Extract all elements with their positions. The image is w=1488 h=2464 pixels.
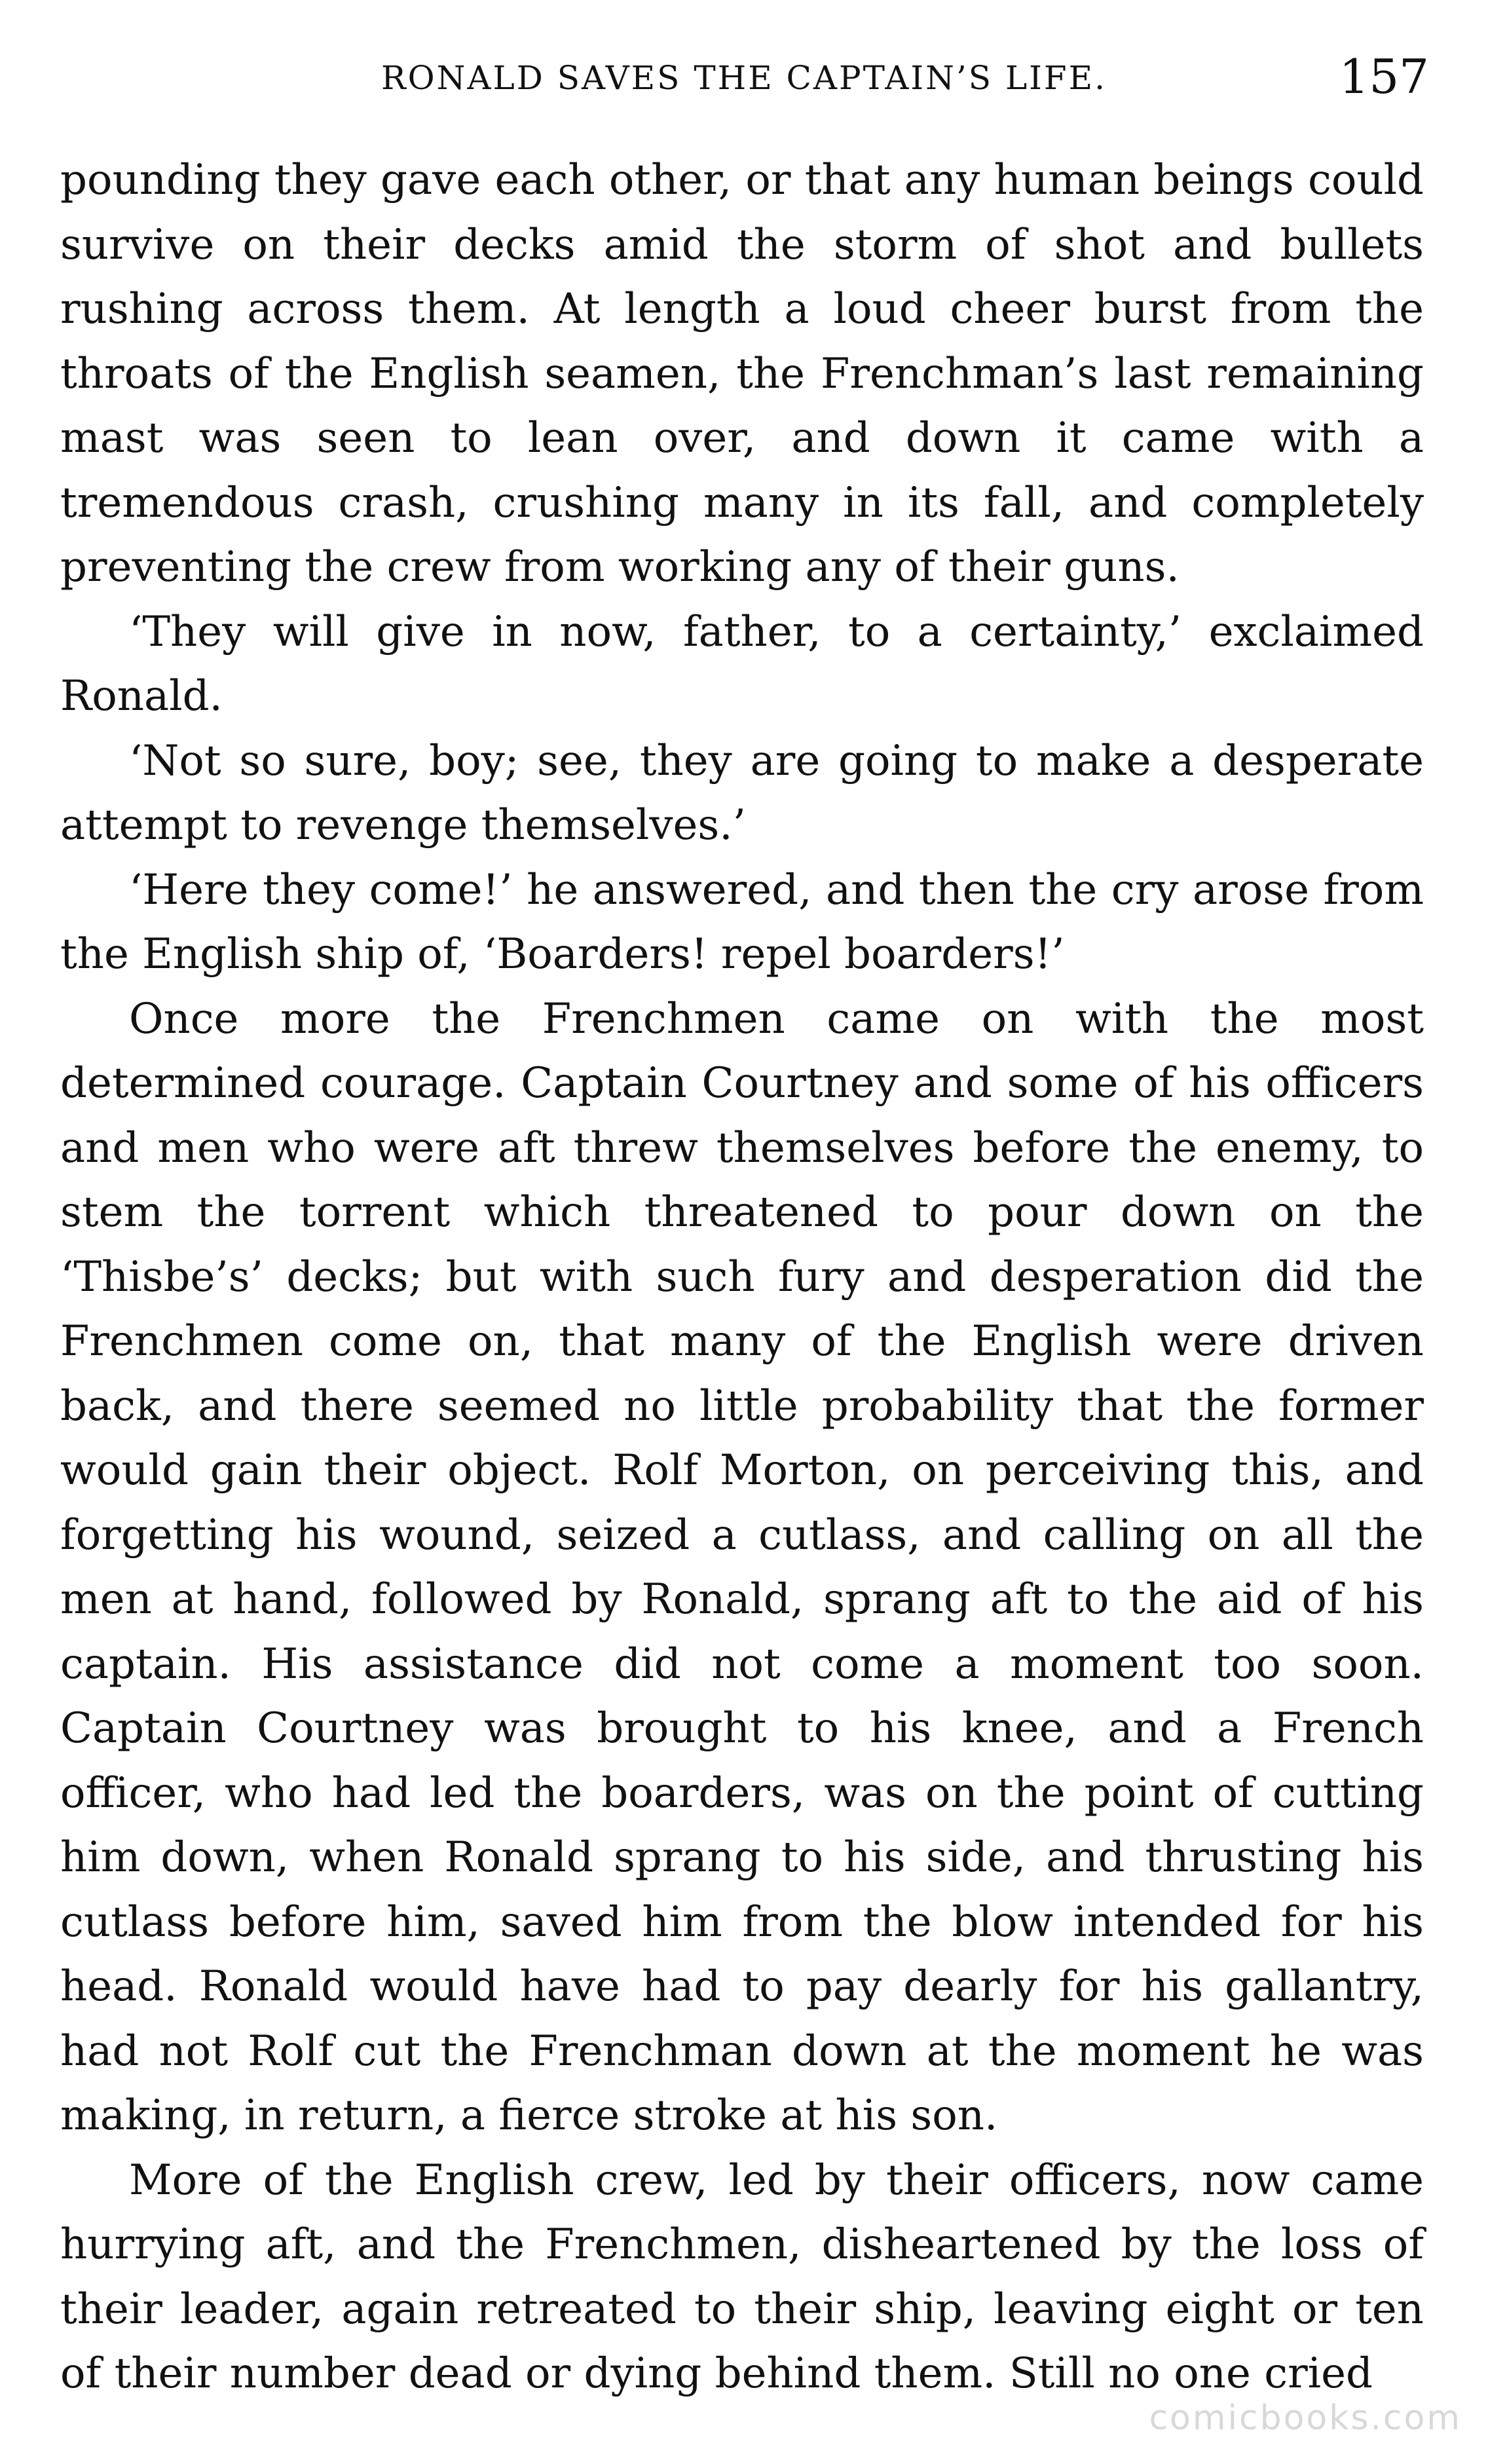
- paragraph: Once more the Frenchmen came on with the most determined courage. Captain Courtney and some of his officers and men who were aft threw themselves before the enemy, to stem the torrent which threatened to pour down on the ‘Thisbe’s’ decks; but with such fury and desperation did the Frenchmen come on, that many of the English were driven back, and there seemed no little probability that the former would gain their object. Rolf Morton, on perceiving this, and forgetting his wound, seized a cutlass, and calling on all the men at hand, followed by Ronald, sprang aft to the aid of his captain. His assistance did not come a moment too soon. Captain Courtney was brought to his knee, and a French officer, who had led the boarders, was on the point of cutting him down, when Ronald sprang to his side, and thrusting his cutlass before him, saved him from the blow intended for his head. Ronald would have had to pay dearly for his gallantry, had not Rolf cut the Frenchman down at the moment he was making, in return, a fierce stroke at his son.: [60, 994, 1424, 2140]
- paragraph: ‘Here they come!’ he answered, and then the cry arose from the English ship of, ‘Boarders! repel boarders!’: [60, 865, 1424, 979]
- paragraph: pounding they gave each other, or that any human beings could survive on their decks amid the storm of shot and bullets rushing across them. At length a loud cheer burst from the throats of the English seamen, the Frenchman’s last remaining mast was seen to lean over, and down it came with a tremendous crash, crushing many in its fall, and completely preventing the crew from working any of their guns.: [60, 156, 1424, 591]
- page-number: 157: [1339, 49, 1429, 104]
- watermark: comicbooks.com: [1149, 2399, 1462, 2438]
- paragraph: ‘They will give in now, father, to a certainty,’ exclaimed Ronald.: [60, 607, 1424, 720]
- running-head: [59, 46, 1429, 118]
- paragraph: More of the English crew, led by their officers, now came hurrying aft, and the Frenchmen, disheartened by the loss of their leader, again retreated to their ship, leaving eight or ten of their number dead or dying behind them. Still no one cried: [60, 2156, 1424, 2398]
- paragraph: ‘Not so sure, boy; see, they are going to make a desperate attempt to revenge themselves.’: [60, 736, 1424, 849]
- running-title: RONALD SAVES THE CAPTAIN’S LIFE.: [381, 59, 1107, 97]
- body-text: [60, 148, 1424, 2406]
